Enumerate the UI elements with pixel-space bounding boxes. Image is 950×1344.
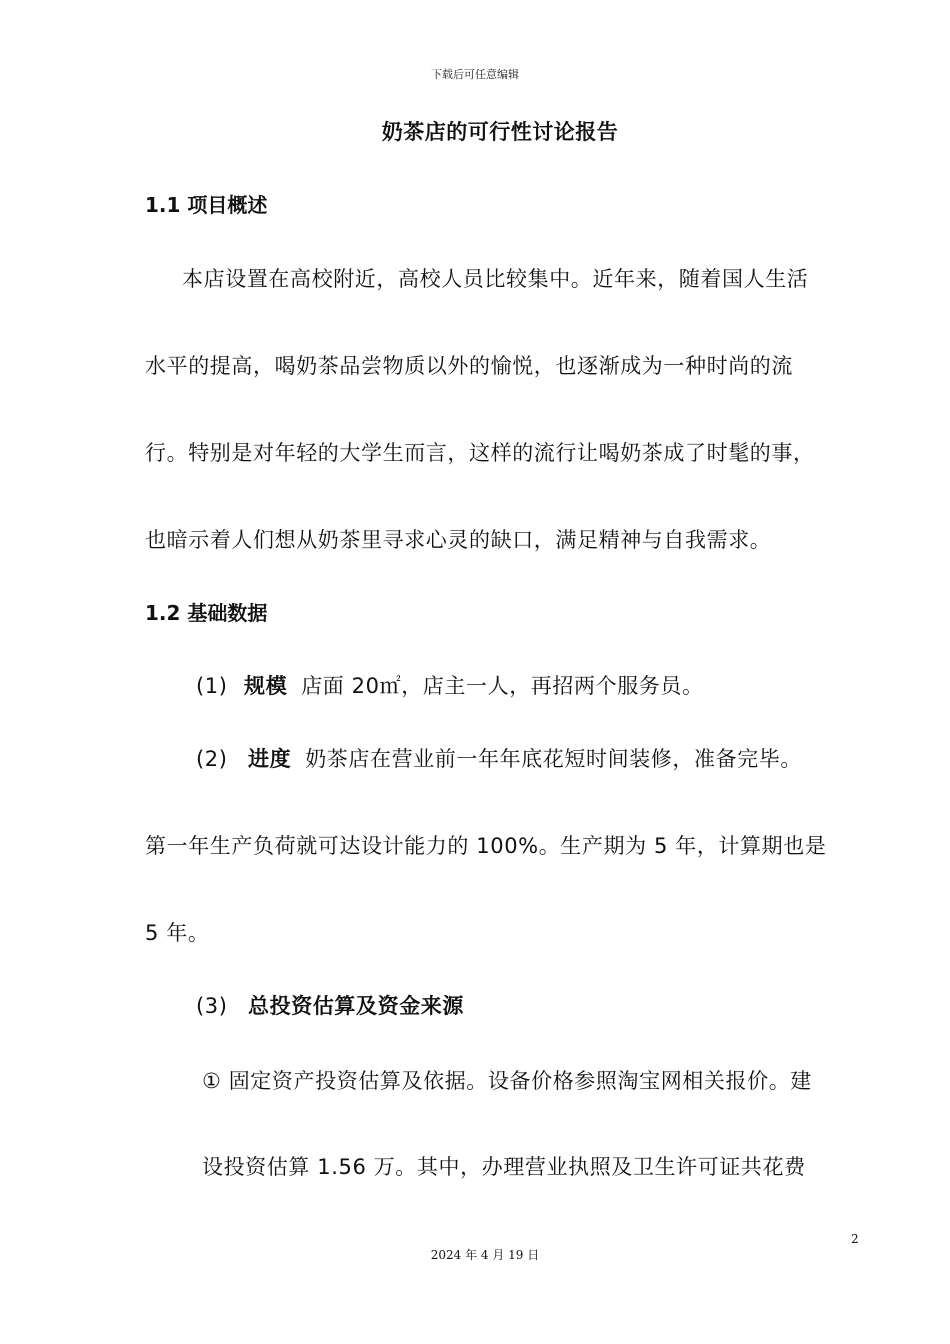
page-number: 2 [851, 1232, 859, 1246]
item-text: 店面 20㎡，店主一人，再招两个服务员。 [301, 674, 704, 698]
list-item-scale [196, 670, 704, 700]
subitem-line: ① 固定资产投资估算及依据。设备价格参照淘宝网相关报价。建 [202, 1069, 812, 1093]
paragraph-line: 也暗示着人们想从奶茶里寻求心灵的缺口，满足精神与自我需求。 [145, 528, 772, 552]
item-label: 进度 [248, 747, 292, 771]
list-item-investment [196, 990, 478, 1020]
item-text: 奶茶店在营业前一年年底花短时间装修，准备完毕。 [305, 747, 803, 771]
item-number: (1) [196, 674, 228, 698]
section-heading-basic-data: 1.2 基础数据 [145, 601, 268, 625]
paragraph-line: 行。特别是对年轻的大学生而言，这样的流行让喝奶茶成了时髦的事， [145, 441, 815, 465]
item-number: (3) [196, 994, 228, 1018]
paragraph-line: 第一年生产负荷就可达设计能力的 100%。生产期为 5 年，计算期也是 [145, 834, 827, 858]
subitem-line: 设投资估算 1.56 万。其中，办理营业执照及卫生许可证共花费 [202, 1155, 806, 1179]
section-heading-overview: 1.1 项目概述 [145, 193, 268, 217]
item-label: 总投资估算及资金来源 [248, 994, 464, 1018]
header-note: 下载后可任意编辑 [431, 68, 519, 81]
paragraph-line: 5 年。 [145, 921, 210, 945]
list-item-schedule [196, 743, 802, 773]
item-label: 规模 [244, 674, 288, 698]
document-title: 奶茶店的可行性讨论报告 [381, 120, 619, 144]
paragraph-line: 水平的提高，喝奶茶品尝物质以外的愉悦，也逐渐成为一种时尚的流 [145, 354, 793, 378]
paragraph-line: 本店设置在高校附近，高校人员比较集中。近年来，随着国人生活 [182, 267, 809, 291]
item-number: (2) [196, 747, 228, 771]
footer-date: 2024 年 4 月 19 日 [430, 1248, 540, 1262]
